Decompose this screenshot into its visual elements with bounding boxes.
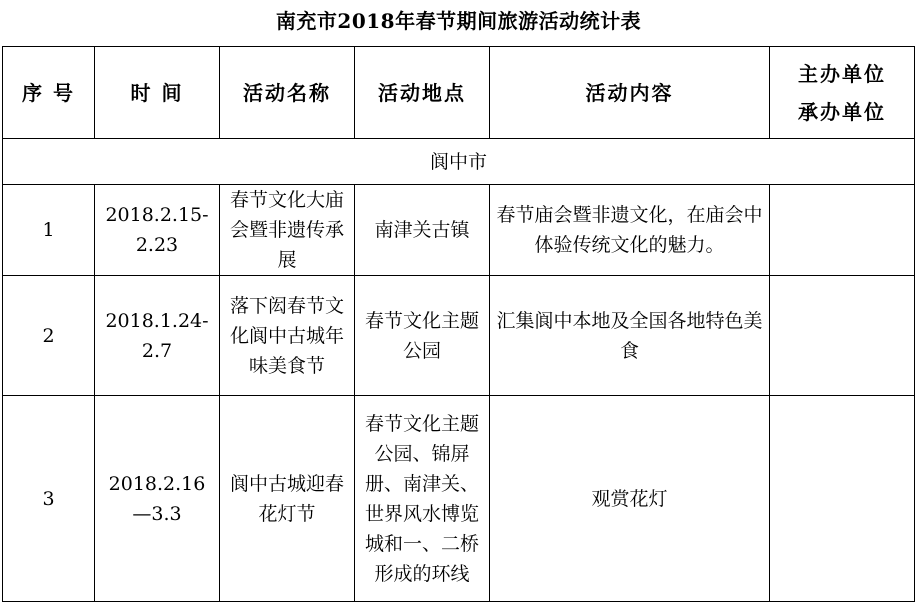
table-row (3, 276, 915, 396)
cell-activity-location: 春节文化主题公园 (355, 276, 490, 396)
cell-activity-content: 春节庙会暨非遗文化，在庙会中体验传统文化的魅力。 (490, 185, 770, 276)
cell-activity-content: 汇集阆中本地及全国各地特色美食 (490, 276, 770, 396)
header-time: 时 间 (95, 47, 220, 139)
activity-table (2, 46, 915, 602)
cell-seq: 2 (3, 276, 95, 396)
section-label: 阆中市 (3, 139, 915, 185)
table-row (3, 396, 915, 602)
cell-time: 2018.1.24-2.7 (95, 276, 220, 396)
table-header-row (3, 47, 915, 139)
cell-organizer (770, 396, 915, 602)
header-seq: 序 号 (3, 47, 95, 139)
cell-activity-location: 南津关古镇 (355, 185, 490, 276)
header-undertaker: 承办单位 (798, 99, 886, 124)
header-activity-location: 活动地点 (355, 47, 490, 139)
section-row (3, 139, 915, 185)
table-row (3, 185, 915, 276)
cell-organizer (770, 185, 915, 276)
header-activity-name: 活动名称 (220, 47, 355, 139)
cell-activity-name: 阆中古城迎春花灯节 (220, 396, 355, 602)
header-organizer: 主办单位 (798, 61, 886, 86)
cell-organizer (770, 276, 915, 396)
cell-time: 2018.2.16—3.3 (95, 396, 220, 602)
cell-time: 2018.2.15-2.23 (95, 185, 220, 276)
cell-seq: 1 (3, 185, 95, 276)
cell-activity-location: 春节文化主题公园、锦屏册、南津关、世界风水博览城和一、二桥形成的环线 (355, 396, 490, 602)
cell-seq: 3 (3, 396, 95, 602)
header-activity-content: 活动内容 (490, 47, 770, 139)
cell-activity-name: 落下闳春节文化阆中古城年味美食节 (220, 276, 355, 396)
cell-activity-name: 春节文化大庙会暨非遗传承展 (220, 185, 355, 276)
cell-activity-content: 观赏花灯 (490, 396, 770, 602)
document-title: 南充市2018年春节期间旅游活动统计表 (275, 9, 642, 33)
header-organizer-cell (770, 47, 915, 139)
